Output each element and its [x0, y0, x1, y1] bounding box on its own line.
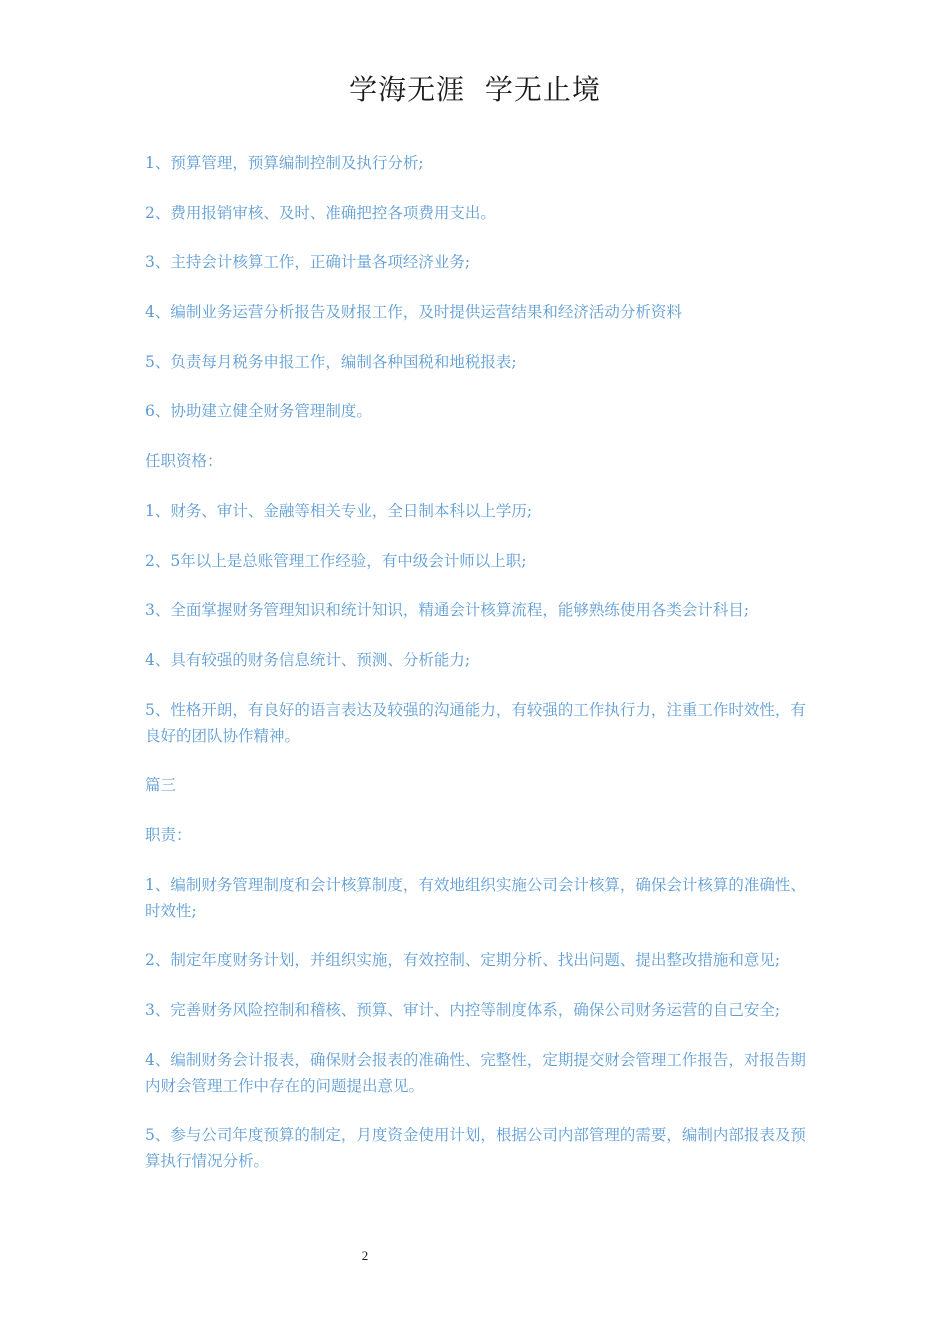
section-heading-duties: 职责：	[145, 825, 192, 844]
paragraph-budget-management: 1、预算管理，预算编制控制及执行分析;	[145, 154, 424, 172]
paragraph-budget-participation: 5、参与公司年度预算的制定，月度资金使用计划，根据公司内部管理的需要，编制内部报表及预算执行情况分析。	[145, 1126, 806, 1171]
page-header-title: 学海无涯 学无止境	[349, 73, 601, 106]
paragraph-accounting: 3、主持会计核算工作，正确计量各项经济业务;	[145, 253, 471, 272]
paragraph-education: 1、财务、审计、金融等相关专业，全日制本科以上学历;	[145, 501, 533, 520]
paragraph-risk-control: 3、完善财务风险控制和稽核、预算、审计、内控等制度体系，确保公司财务运营的自己安全;	[145, 1001, 781, 1019]
paragraph-experience: 2、5年以上是总账管理工作经验，有中级会计师以上职;	[145, 551, 527, 570]
paragraph-finance-system: 6、协助建立健全财务管理制度。	[145, 402, 372, 421]
page-number: 2	[361, 1248, 369, 1263]
section-heading-qualifications: 任职资格：	[145, 452, 223, 471]
paragraph-accounting-system: 1、编制财务管理制度和会计核算制度，有效地组织实施公司会计核算，确保会计核算的准确性、时效性;	[145, 875, 806, 920]
paragraph-personality: 5、性格开朗，有良好的语言表达及较强的沟通能力，有较强的工作执行力，注重工作时效性，有良好的团队协作精神。	[145, 700, 806, 745]
paragraph-tax-filing: 5、负责每月税务申报工作，编制各种国税和地税报表;	[145, 352, 517, 371]
document-body	[145, 150, 810, 1198]
paragraph-annual-plan: 2、制定年度财务计划，并组织实施，有效控制、定期分析、找出问题、提出整改措施和意见;	[145, 951, 781, 970]
paragraph-analysis-ability: 4、具有较强的财务信息统计、预测、分析能力;	[145, 650, 471, 669]
paragraph-knowledge: 3、全面掌握财务管理知识和统计知识，精通会计核算流程，能够熟练使用各类会计科目;	[145, 601, 750, 620]
paragraph-operations-report: 4、编制业务运营分析报告及财报工作，及时提供运营结果和经济活动分析资料	[145, 303, 682, 322]
paragraph-financial-statements: 4、编制财务会计报表，确保财会报表的准确性、完整性，定期提交财会管理工作报告，对报告期内财会管理工作中存在的问题提出意见。	[145, 1050, 806, 1095]
section-heading-part-three: 篇三	[145, 776, 177, 795]
paragraph-expense-review: 2、费用报销审核、及时、准确把控各项费用支出。	[145, 203, 496, 222]
